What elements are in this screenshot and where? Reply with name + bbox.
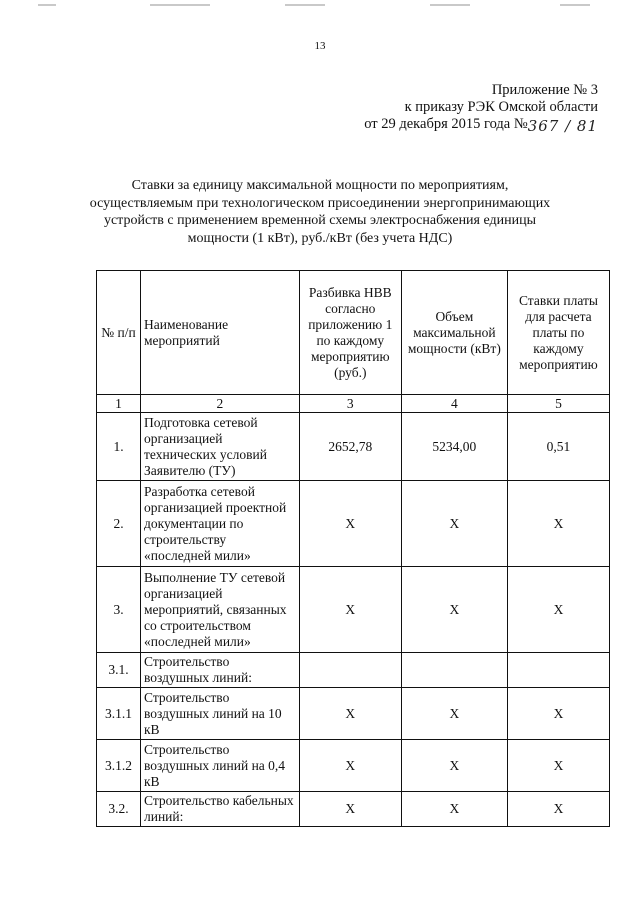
title-line-2: осуществляемым при технологическом присоединении энергопринимающих <box>89 195 551 211</box>
index-row <box>97 395 610 413</box>
row-name: Подготовка сетевой организацией технических условий Заявителю (ТУ) <box>141 413 300 481</box>
title-line-4: мощности (1 кВт), руб./кВт (без учета НДС) <box>187 230 453 246</box>
header-col4: Объем максимальной мощности (кВт) <box>401 271 507 395</box>
row-col3: X <box>299 740 401 792</box>
table-row <box>97 653 610 688</box>
table-row <box>97 567 610 653</box>
header-col5: Ставки платы для расчета платы по каждому мероприятию <box>507 271 609 395</box>
row-col3: X <box>299 481 401 567</box>
title-line-3: устройств с применением временной схемы электроснабжения единицы <box>103 213 537 228</box>
scan-artifact <box>38 4 56 6</box>
row-name: Строительство воздушных линий: <box>141 653 300 688</box>
row-col3: X <box>299 792 401 827</box>
handwritten-order-number: 367 / 81 <box>527 117 598 135</box>
row-col4: X <box>401 792 507 827</box>
row-col5: X <box>507 567 609 653</box>
row-col3: 2652,78 <box>299 413 401 481</box>
row-col4: X <box>401 567 507 653</box>
index-cell: 1 <box>97 395 141 413</box>
row-col4: X <box>401 481 507 567</box>
row-name: Строительство кабельных линий: <box>141 792 300 827</box>
index-cell: 3 <box>299 395 401 413</box>
index-cell: 2 <box>141 395 300 413</box>
rates-table <box>96 270 610 827</box>
header-name: Наименование мероприятий <box>141 271 300 395</box>
index-cell: 5 <box>507 395 609 413</box>
row-name: Выполнение ТУ сетевой организацией мероприятий, связанных со строительством «последней мили» <box>141 567 300 653</box>
row-col4: X <box>401 740 507 792</box>
header-col3: Разбивка НВВ согласно приложению 1 по каждому мероприятию (руб.) <box>299 271 401 395</box>
row-col3: X <box>299 688 401 740</box>
row-col5 <box>507 653 609 688</box>
row-col4 <box>401 653 507 688</box>
row-col4: X <box>401 688 507 740</box>
scan-artifact <box>430 4 470 6</box>
table-row <box>97 413 610 481</box>
row-col3: X <box>299 567 401 653</box>
row-name: Разработка сетевой организацией проектной документации по строительству «последней мили» <box>141 481 300 567</box>
row-name: Строительство воздушных линий на 10 кВ <box>141 688 300 740</box>
row-col5: X <box>507 792 609 827</box>
row-name: Строительство воздушных линий на 0,4 кВ <box>141 740 300 792</box>
row-num: 1. <box>97 413 141 481</box>
document-title <box>60 177 580 247</box>
row-num: 3.2. <box>97 792 141 827</box>
index-cell: 4 <box>401 395 507 413</box>
row-col4: 5234,00 <box>401 413 507 481</box>
row-num: 3.1.1 <box>97 688 141 740</box>
table-row <box>97 792 610 827</box>
row-num: 2. <box>97 481 141 567</box>
row-col5: X <box>507 740 609 792</box>
row-col5: X <box>507 688 609 740</box>
title-line-1: Ставки за единицу максимальной мощности по мероприятиям, <box>131 178 509 193</box>
scan-artifact <box>285 4 325 6</box>
table-row <box>97 481 610 567</box>
header-num: № п/п <box>97 271 141 395</box>
table-row <box>97 688 610 740</box>
table-body <box>97 395 610 827</box>
appendix-number: Приложение № 3 <box>491 82 598 98</box>
appendix-order-ref: к приказу РЭК Омской области <box>404 99 598 115</box>
appendix-order-date <box>364 116 598 135</box>
row-num: 3. <box>97 567 141 653</box>
row-num: 3.1.2 <box>97 740 141 792</box>
appendix-header <box>364 82 598 135</box>
row-col5: X <box>507 481 609 567</box>
row-col5: 0,51 <box>507 413 609 481</box>
scan-artifact <box>150 4 210 6</box>
page-number: 13 <box>314 40 326 52</box>
row-num: 3.1. <box>97 653 141 688</box>
order-date-text: от 29 декабря 2015 года № <box>364 116 528 132</box>
table-header <box>97 271 610 395</box>
table-row <box>97 740 610 792</box>
row-col3 <box>299 653 401 688</box>
scan-artifact <box>560 4 590 6</box>
